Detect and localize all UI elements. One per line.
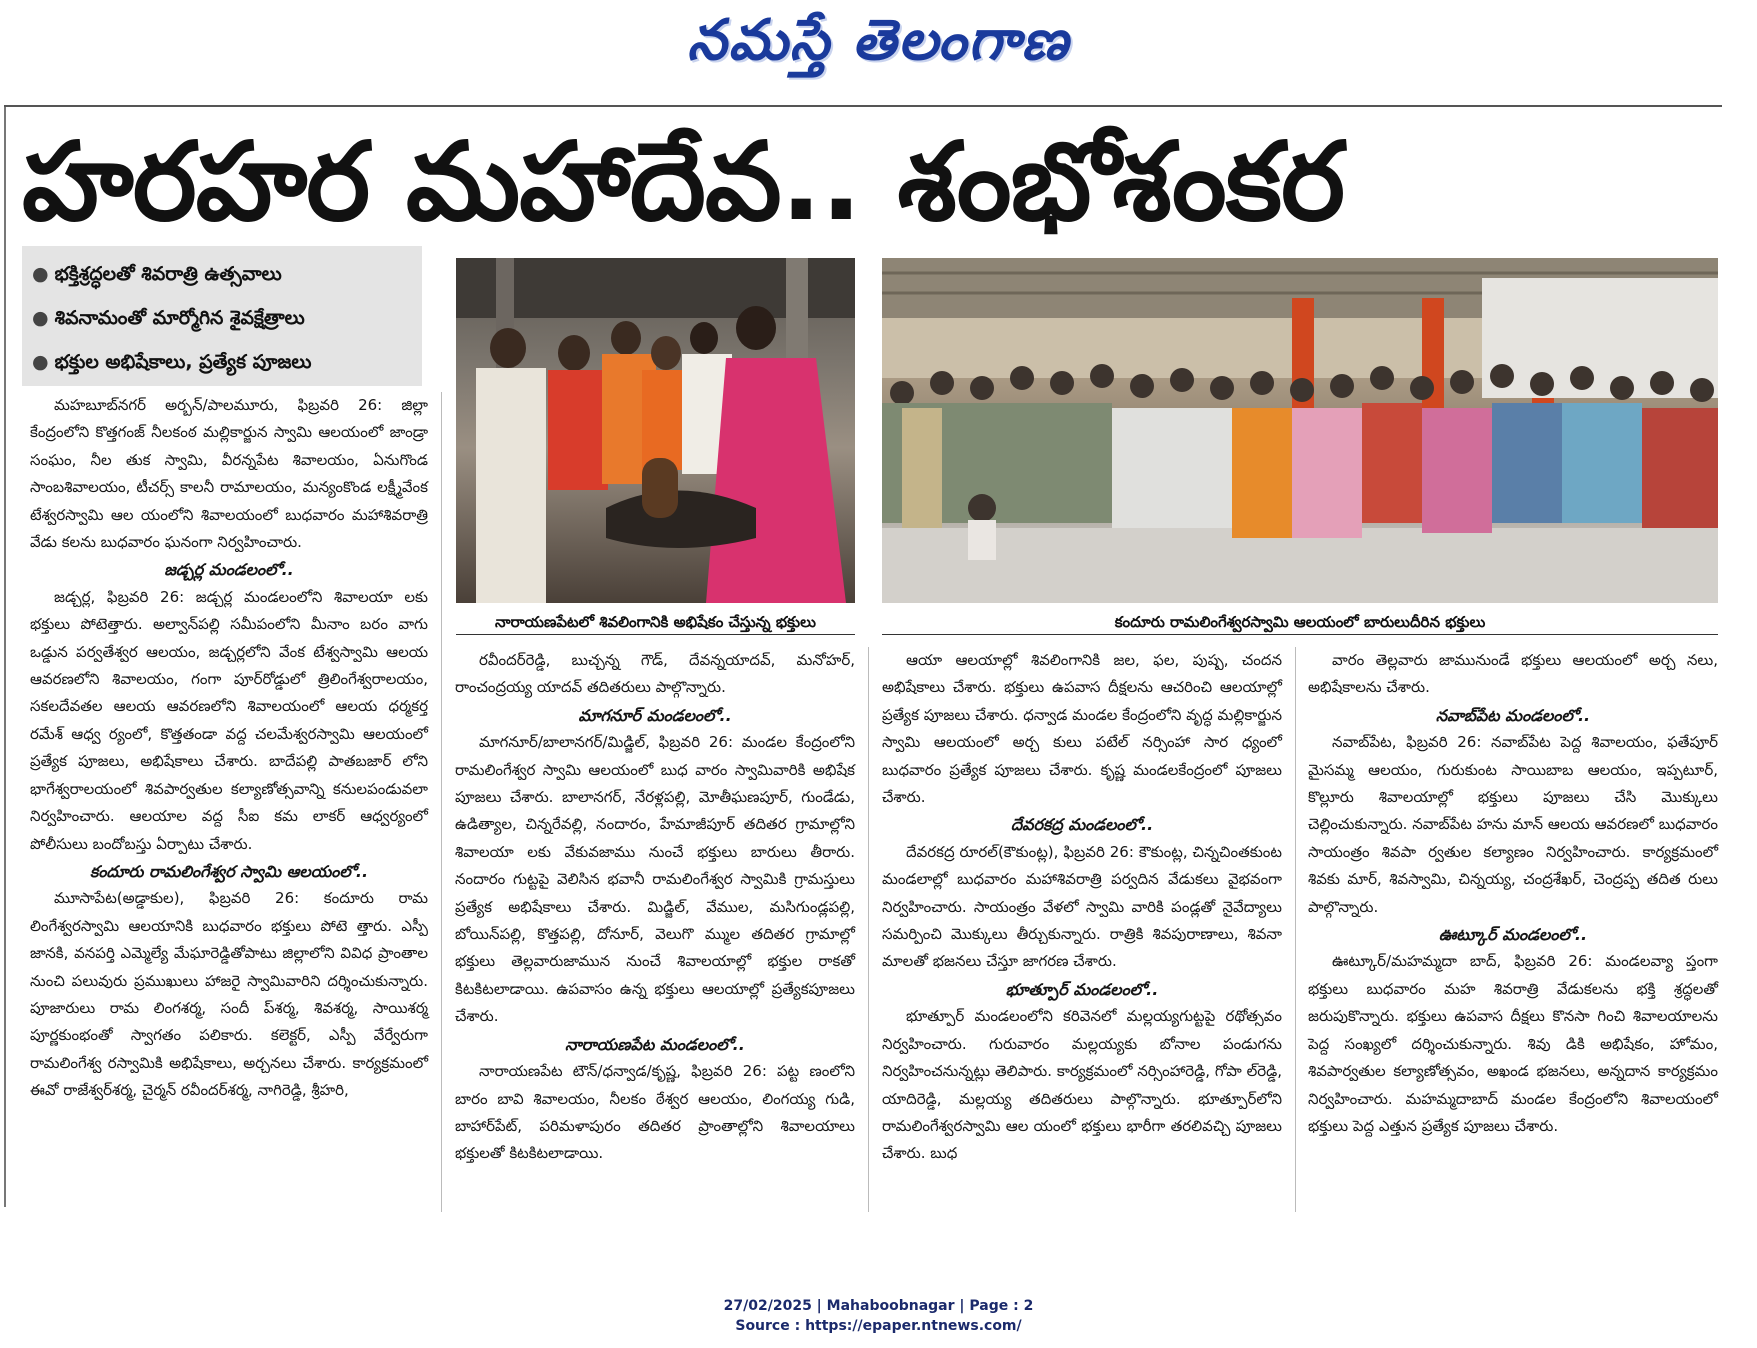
section-subheading: నవాబ్‌పేట మండలంలో..	[1435, 705, 1591, 725]
article-paragraph: మాగనూర్/బాలానగర్/మిడ్జిల్, ఫిబ్రవరి 26: మండల కేంద్రంలోని రామలింగేశ్వర స్వామి ఆలయంలో బుధ వారం స్వామివారికి అభిషేక పూజలు చేశారు. బాలానగర్, నేరళ్లపల్లి, మోతీఘణపూర్, గుండేడు, ఉడిత్యాల, చిన్నరేవల్లి, నందారం, హేమాజీపూర్ తదితర గ్రామాల్లోని శివాలయా లకు వేకువజాము నుంచే భక్తులు బారులు తీరారు. నందారం గుట్టపై వెలిసిన భవానీ రామలింగేశ్వర స్వామికి గ్రామస్తులు ప్రత్యేక అభిషేకాలు చేశారు. మిడ్జిల్, వేముల, మసిగుండ్లపల్లి, బోయిన్‌పల్లి, కొత్తపల్లి, దోనూర్, వెలుగొ మ్ముల తదితర గ్రామాల్లో భక్తులు తెల్లవారుజామున నుంచే శివాలయాల్లో భక్తుల రాకతో కిటకిటలాడాయి. ఉపవాసం ఉన్న భక్తులు ఆలయాల్లో ప్రత్యేకపూజలు చేశారు.	[455, 733, 855, 1026]
article-paragraph: జడ్చర్ల, ఫిబ్రవరి 26: జడ్చర్ల మండలంలోని శివాలయా లకు భక్తులు పోటెత్తారు. అల్వాన్‌పల్లి సమీపంలోని మీనాం బరం వాగు ఒడ్డున పర్వతేశ్వర ఆలయం, జడ్చర్లలోని వేంక టేశ్వస్వామి ఆలయ ఆవరణలోని శివాలయం, గంగా పూర్‌రోడ్డులో త్రిలింగేశ్వరాలయం, సకలదేవతల ఆలయ ఆవరణలోని శివాలయంలో ఆలయ ధర్మకర్త రమేశ్ ఆధ్వ ర్యంలో, కొత్తతండా వద్ద చలమేశ్వరస్వామి ఆలయంలో ప్రత్యేక పూజలు, అభిషేకాలు చేశారు. బాదేపల్లి పాతబజార్ లోని భాగేశ్వరాలయంలో శివపార్వతుల కల్యాణోత్సవాన్ని కనులపండువలా నిర్వహించారు. ఆలయాల వద్ద సీఐ కమ లాకర్ ఆధ్వర్యంలో పోలీసులు బందోబస్తు ఏర్పాటు చేశారు.	[30, 587, 428, 853]
highlight-text: భక్తిశ్రద్ధలతో శివరాత్రి ఉత్సవాలు	[54, 263, 282, 285]
column-divider	[441, 392, 442, 1212]
masthead-rule	[4, 105, 1722, 107]
highlight-text: భక్తుల అభిషేకాలు, ప్రత్యేక పూజలు	[54, 351, 312, 373]
caption-rule	[882, 634, 1718, 635]
photo-caption-1: నారాయణపేటలో శివలింగానికి అభిషేకం చేస్తున్న భక్తులు	[495, 613, 816, 631]
article-column-2	[455, 647, 855, 1168]
newspaper-masthead: నమస్తే తెలంగాణ	[687, 8, 1070, 73]
column-divider	[1295, 647, 1296, 1212]
article-column-3	[882, 647, 1282, 1168]
article-paragraph: ఊట్కూర్/మహమ్మదా బాద్, ఫిబ్రవరి 26: మండలవ్యా ప్తంగా భక్తులు బుధవారం మహ శివరాత్రి వేడుకలను భక్తి శ్రద్ధలతో జరుపుకొన్నారు. భక్తులు ఉపవాస దీక్షలు కొనసా గించి శివాలయాలను పెద్ద సంఖ్యలో దర్శించుకున్నారు. శివు డికి అభిషేకం, హోమం, శివపార్వతుల కల్యాణోత్సవం, అఖండ భజనలు, అన్నదాన కార్యక్రమం నిర్వహించారు. మహమ్మదాబాద్ మండల కేంద్రంలోని శివాలయంలో భక్తులు పెద్ద ఎత్తున ప్రత్యేక పూజలు చేశారు.	[1308, 952, 1718, 1135]
section-subheading: ఊట్కూర్ మండలంలో..	[1438, 925, 1588, 945]
column-divider	[868, 647, 869, 1212]
article-paragraph: వారం తెల్లవారు జామునుండే భక్తులు ఆలయంలో అర్చ నలు, అభిషేకాలను చేశారు.	[1308, 651, 1718, 697]
section-subheading: నారాయణపేట మండలంలో..	[565, 1034, 745, 1054]
caption-rule	[456, 634, 855, 635]
section-subheading: కందూరు రామలింగేశ్వర స్వామి ఆలయంలో..	[89, 861, 369, 881]
section-subheading: జడ్చర్ల మండలంలో..	[164, 560, 294, 580]
bullet-icon: ●	[32, 263, 49, 285]
photo-devotees-queue-illustration	[882, 258, 1718, 603]
left-border-rule	[4, 107, 6, 1207]
footer-dateline: 27/02/2025 | Mahaboobnagar | Page : 2	[723, 1298, 1034, 1314]
bullet-icon: ●	[32, 351, 49, 373]
highlight-item	[32, 252, 412, 296]
article-paragraph: మహబూబ్‌నగర్ అర్బన్/పాలమూరు, ఫిబ్రవరి 26: జిల్లా కేంద్రంలోని కొత్తగంజ్ నీలకంఠ మల్లికార్జున స్వామి ఆలయంలో జాండ్రా సంఘం, నీల తుక స్వామి, వీరన్నపేట శివాలయం, ఏనుగొండ సాంబశివాలయం, టీచర్స్ కాలనీ రామాలయం, మన్యంకొండ లక్ష్మీవేంక టేశ్వరస్వామి ఆల యంలోని శివాలయంలో బుధవారం మహాశివరాత్రి వేడు కలను బుధవారం ఘనంగా నిర్వహించారు.	[30, 396, 428, 552]
article-paragraph: ఆయా ఆలయాల్లో శివలింగానికి జల, ఫల, పుష్ప, చందన అభిషేకాలు చేశారు. భక్తులు ఉపవాస దీక్షలను ఆచరించి ఆలయాల్లో ప్రత్యేక పూజలు చేశారు. ధన్వాడ మండల కేంద్రంలోని వృద్ధ మల్లికార్జున స్వామి ఆలయంలో అర్చ కులు పటేల్ నర్సింహా సార ధ్యంలో బుధవారం ప్రత్యేక పూజలు చేశారు. కృష్ణ మండలకేంద్రంలో పూజలు చేశారు.	[882, 651, 1282, 807]
article-column-1	[30, 392, 428, 1105]
photo-abhishekam-illustration	[456, 258, 855, 603]
article-paragraph: మూసాపేట(అడ్డాకుల), ఫిబ్రవరి 26: కందూరు రామ లింగేశ్వరస్వామి ఆలయానికి బుధవారం భక్తులు పోటె త్తారు. ఎస్పీ జానకి, వనపర్తి ఎమ్మెల్యే మేఘారెడ్డితోపాటు జిల్లాలోని వివిధ ప్రాంతాల నుంచి పలువురు ప్రముఖులు హాజరై స్వామివారిని దర్శించుకున్నారు. పూజారులు రామ లింగశర్మ, సందీ ప్‌శర్మ, శివశర్మ, సాయిశర్మ పూర్ణకుంభంతో స్వాగతం పలికారు. కలెక్టర్, ఎస్పీ వేర్వేరుగా రామలింగేశ్వ రస్వామికి అభిషేకాలు, అర్చనలు చేశారు. కార్యక్రమంలో ఈవో రాజేశ్వర్‌శర్మ, చైర్మన్ రవీందర్‌శర్మ, నాగిరెడ్డి, శ్రీహరి,	[30, 889, 428, 1100]
footer-source: Source : https://epaper.ntnews.com/	[735, 1318, 1022, 1334]
highlight-item	[32, 340, 412, 384]
section-subheading: మాగనూర్ మండలంలో..	[578, 705, 732, 725]
photo-abhishekam	[456, 258, 855, 603]
section-subheading: దేవరకద్ర మండలంలో..	[1010, 815, 1154, 835]
page-footer	[0, 1296, 1757, 1336]
photo-devotees-queue	[882, 258, 1718, 603]
section-subheading: భూత్పూర్ మండలంలో..	[1005, 979, 1159, 999]
article-paragraph: నవాబ్‌పేట, ఫిబ్రవరి 26: నవాబ్‌పేట పెద్ద శివాలయం, ఫతేపూర్ మైసమ్మ ఆలయం, గురుకుంట సాయిబాబ ఆలయం, ఇప్పటూర్, కొల్లూరు శివాలయాల్లో భక్తులు పూజలు చేసి మొక్కులు చెల్లించుకున్నారు. నవాబ్‌పేట హను మాన్ ఆలయ ఆవరణలో బుధవారం సాయంత్రం శివపా ర్వతుల కల్యాణం నిర్వహించారు. కార్యక్రమంలో శివకు మార్, శివస్వామి, చిన్నయ్య, చంద్రశేఖర్, చెంద్రప్ప తదిత రులు పాల్గొన్నారు.	[1308, 733, 1718, 916]
highlight-text: శివనామంతో మార్మోగిన శైవక్షేత్రాలు	[54, 307, 305, 329]
bullet-icon: ●	[32, 307, 49, 329]
article-paragraph: రవీందర్‌రెడ్డి, బుచ్చన్న గౌడ్, దేవన్నయాదవ్, మనోహర్, రాంచంద్రయ్య యాదవ్ తదితరులు పాల్గొన్నారు.	[455, 651, 855, 697]
article-paragraph: భూత్పూర్ మండలంలోని కరివెనలో మల్లయ్యగుట్టపై రథోత్సవం నిర్వహించారు. గురువారం మల్లయ్యకు బోనాల పండుగను నిర్వహించనున్నట్లు తెలిపారు. కార్యక్రమంలో నర్సింహారెడ్డి, గోపా ల్‌రెడ్డి, యాదిరెడ్డి, మల్లయ్య తదితరులు పాల్గొన్నారు. భూత్పూర్‌లోని రామలింగేశ్వరస్వామి ఆల యంలో భక్తులు భారీగా తరలివచ్చి పూజలు చేశారు. బుధ	[882, 1007, 1282, 1163]
article-headline: హరహర మహాదేవ.. శంభోశంకర	[22, 120, 1344, 245]
article-column-4	[1308, 647, 1718, 1140]
article-paragraph: దేవరకద్ర రూరల్(కౌకుంట్ల), ఫిబ్రవరి 26: కౌకుంట్ల, చిన్నచింతకుంట మండలాల్లో బుధవారం మహాశివరాత్రి పర్వదిన వేడుకలు వైభవంగా నిర్వహించారు. సాయంత్రం వేళలో స్వామి వారికి పండ్లతో నైవేద్యాలు సమర్పించి మొక్కులు తీర్చుకున్నారు. రాత్రికి శివపురాణాలు, శివనా మాలతో భజనలు చేస్తూ జాగరణ చేశారు.	[882, 842, 1282, 971]
photo-caption-2: కందూరు రామలింగేశ్వరస్వామి ఆలయంలో బారులుదీరిన భక్తులు	[1114, 613, 1486, 631]
highlights-box	[22, 246, 422, 386]
article-paragraph: నారాయణపేట టౌన్/ధన్వాడ/కృష్ణ, ఫిబ్రవరి 26: పట్ట ణంలోని బారం బావి శివాలయం, నీలకం ఠేశ్వర ఆలయం, లింగయ్య గుడి, బాహార్‌పేట్, పరిమళాపురం తదితర ప్రాంతాల్లోని శివాలయాలు భక్తులతో కిటకిటలాడాయి.	[455, 1062, 855, 1163]
highlight-item	[32, 296, 412, 340]
